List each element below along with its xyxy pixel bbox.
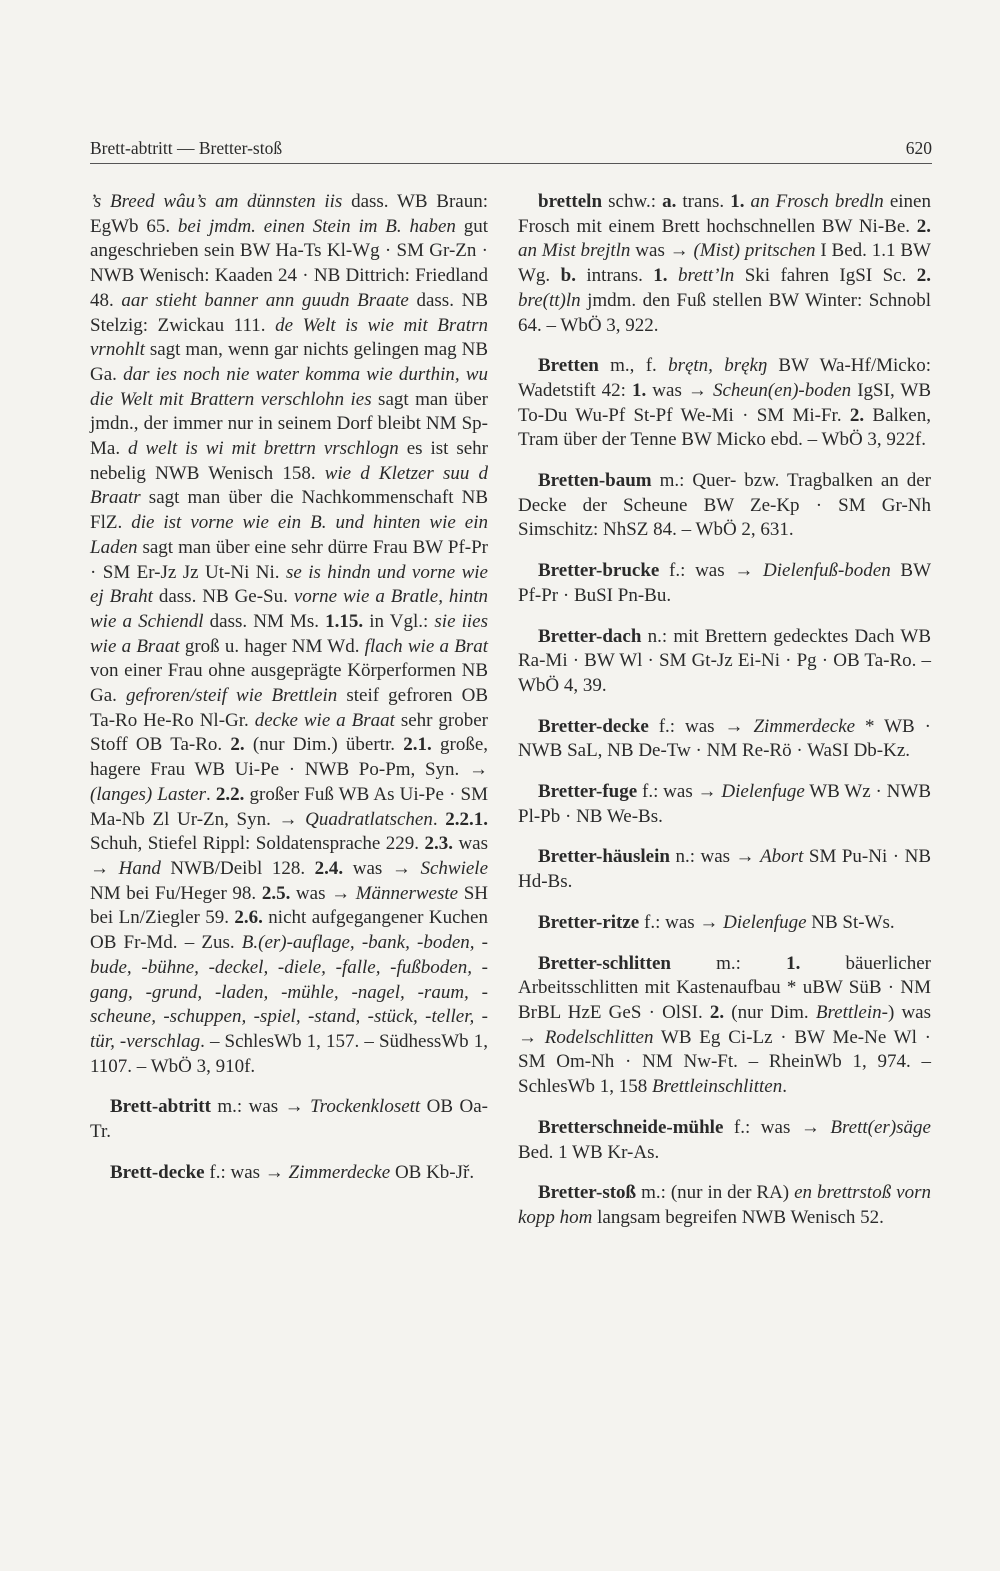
- entry-text: Bed. 1 WB Kr-As.: [518, 1141, 660, 1163]
- dictionary-entry: [90, 1161, 488, 1186]
- sense-number: 2.4.: [314, 857, 344, 879]
- italic-text: bei jmdm. einen Stein im B. haben: [177, 215, 456, 237]
- italic-text: (langes) Laster: [90, 783, 206, 805]
- italic-text: flach wie a Brat: [364, 635, 488, 657]
- italic-text: gefroren/steif wie Brettlein: [126, 685, 338, 707]
- entry-text: .: [205, 783, 216, 805]
- entry-text: gut angeschrieben sein BW Ha-Ts Kl-Wg · SM Gr-Zn · NWB Wenisch: Kaaden 24 · NB Dittrich: Friedland 48.: [90, 215, 488, 311]
- dictionary-entry: [518, 469, 931, 543]
- entry-text: schw.:: [602, 191, 663, 212]
- dictionary-entry: [518, 845, 931, 894]
- italic-text: Dielenfuge: [721, 781, 805, 803]
- entry-text: was →: [630, 240, 694, 262]
- dictionary-entry: [518, 1181, 931, 1230]
- sense-number: 1.: [730, 191, 745, 212]
- entry-text: sehr grober Stoff OB Ta-Ro.: [90, 709, 488, 756]
- entry-lemma: Bretter-fuge: [538, 781, 638, 803]
- entry-text: nicht aufgegangener Kuchen OB Fr-Md. – Zus.: [90, 907, 488, 954]
- entry-text: was →: [646, 379, 713, 401]
- dictionary-entry: [518, 780, 931, 829]
- entry-text: was →: [290, 882, 356, 904]
- entry-text: Balken, Tram über der Tenne BW Micko ebd. – WbÖ 3, 922f.: [518, 404, 931, 451]
- sense-number: 1.15.: [325, 610, 364, 632]
- italic-text: bre(tt)ln: [518, 289, 581, 311]
- entry-lemma: bretteln: [538, 191, 603, 212]
- italic-text: die ist vorne wie ein B. und hinten wie ein Laden: [90, 512, 488, 558]
- entry-lemma: Bretter-decke: [538, 715, 649, 737]
- entry-text: [668, 265, 678, 286]
- dictionary-entry: [518, 625, 931, 699]
- entry-text: f.: was →: [204, 1161, 289, 1183]
- entry-text: jmdm. den Fuß stellen BW Winter: Schnobl 64. – WbÖ 3, 922.: [518, 289, 931, 336]
- sense-number: 1.: [786, 952, 801, 974]
- italic-text: Trockenklosett: [310, 1096, 421, 1118]
- entry-text: BW Pf-Pr · BuSI Pn-Bu.: [518, 560, 931, 606]
- entry-text: große, hagere Frau WB Ui-Pe · NWB Po-Pm, Syn. →: [90, 734, 489, 781]
- entry-text: n.: was →: [669, 846, 761, 868]
- italic-text: brętn, brękŋ: [668, 355, 768, 377]
- italic-text: Hand: [118, 857, 161, 879]
- italic-text: Zimmerdecke: [753, 715, 856, 737]
- italic-text: decke wie a Braat: [254, 709, 395, 731]
- entry-text: sagt man über die Nachkommenschaft NB FlZ.: [90, 487, 488, 534]
- entry-lemma: Bretten-baum: [538, 470, 652, 492]
- entry-text: NM bei Fu/Heger 98.: [90, 882, 262, 904]
- entry-text: m.:: [670, 952, 787, 974]
- sense-number: 2.3.: [424, 833, 453, 855]
- sense-number: 2.1.: [403, 734, 432, 756]
- entry-text: .: [782, 1076, 787, 1098]
- sense-number: 2.: [230, 734, 245, 756]
- italic-text: en brettrstoß vorn kopp hom: [518, 1182, 931, 1228]
- italic-text: Brettlein-: [815, 1001, 888, 1023]
- dictionary-entry: [518, 952, 931, 1100]
- entry-text: m.: Quer- bzw. Tragbalken an der Decke der Scheune BW Ze-Kp · SM Gr-Nh Simschitz: NhSZ 84. – WbÖ 2, 631.: [518, 470, 931, 541]
- entry-text: f.: was →: [639, 911, 724, 933]
- italic-text: Quadratlatschen: [305, 808, 433, 830]
- entry-text: BW Wa-Hf/Micko: Wadetstift 42:: [518, 355, 931, 401]
- entry-text: IgSI, WB To-Du Wu-Pf St-Pf We-Mi · SM Mi-Fr.: [518, 379, 931, 426]
- sense-number: 2.: [916, 265, 932, 287]
- italic-text: Dielenfuß-boden: [763, 560, 891, 582]
- page-number: 620: [905, 138, 932, 158]
- entry-text: OB Kb-Jř.: [390, 1161, 475, 1183]
- entry-text: was →: [90, 833, 488, 879]
- entry-text: m.: was →: [210, 1096, 311, 1118]
- entry-text: groß u. hager NM Wd.: [179, 635, 365, 657]
- sense-number: 2.: [916, 215, 931, 237]
- dictionary-entry: [518, 911, 931, 936]
- italic-text: d welt is wi mit brettrn vrschlogn: [128, 438, 399, 460]
- dictionary-entry: [90, 1095, 488, 1144]
- dictionary-entry: [518, 354, 931, 453]
- italic-text: dar ies noch nie water komma wie durthin, wu die Welt mit Brattern verschlohn ies: [90, 363, 489, 410]
- entry-lemma: Bretten: [538, 355, 599, 377]
- entry-text: dass. WB Braun: EgWb 65.: [90, 191, 488, 237]
- sense-number: 2.6.: [234, 907, 263, 929]
- entry-text: (nur Dim.) übertr.: [244, 734, 404, 756]
- italic-text: Zimmerdecke: [288, 1161, 391, 1183]
- sense-number: a.: [662, 191, 677, 212]
- entry-text: SM Pu-Ni · NB Hd-Bs.: [518, 846, 931, 893]
- dictionary-entry: [518, 715, 931, 764]
- entry-text: dass. NM Ms.: [203, 610, 326, 632]
- italic-text: Rodelschlitten: [544, 1026, 654, 1048]
- entry-text: I Bed. 1.1 BW Wg.: [518, 240, 931, 287]
- entry-text: WB Wz · NWB Pl-Pb · NB We-Bs.: [518, 781, 931, 827]
- sense-number: 2.: [709, 1001, 725, 1023]
- italic-text: se is hindn und vorne wie ej Braht: [90, 561, 488, 608]
- entry-text: langsam begreifen NWB Wenisch 52.: [592, 1206, 884, 1228]
- dictionary-entry: [518, 559, 931, 608]
- entry-text: einen Frosch mit einem Brett hochschnellen BW Ni-Be.: [518, 191, 931, 237]
- entry-text: es ist sehr nebelig NWB Wenisch 158.: [90, 438, 489, 484]
- entry-text: f.: was →: [648, 715, 754, 737]
- sense-number: 2.2.1.: [445, 808, 488, 830]
- entry-lemma: Bretterschneide-mühle: [538, 1116, 724, 1138]
- entry-text: intrans.: [575, 265, 654, 287]
- entry-text: * WB · NWB SaL, NB De-Tw · NM Re-Rö · WaSI Db-Kz.: [518, 715, 931, 762]
- entry-lemma: Bretter-ritze: [538, 911, 640, 933]
- entry-text: NB St-Ws.: [806, 911, 895, 933]
- entry-lemma: Brett-abtritt: [110, 1096, 211, 1118]
- entry-text: (nur Dim.: [724, 1001, 816, 1023]
- entry-text: bäuerlicher Arbeitsschlitten mit Kastenaufbau * uBW SüB · NM BrBL HzE GeS · OlSI.: [518, 952, 931, 1023]
- entry-text: was →: [343, 857, 421, 879]
- italic-text: aar stieht banner ann guudn Braate: [121, 289, 409, 311]
- italic-text: Scheun(en)-boden: [712, 379, 852, 401]
- entry-text: f.: was →: [637, 781, 722, 803]
- entry-text: sagt man, wenn gar nichts gelingen mag NB Ga.: [90, 339, 488, 385]
- sense-number: 2.2.: [215, 783, 245, 805]
- left-entries: [90, 1095, 488, 1185]
- entry-text: trans.: [676, 191, 731, 212]
- entry-text: in Vgl.:: [363, 610, 435, 632]
- entry-lemma: Bretter-dach: [538, 625, 642, 647]
- dictionary-entry: [518, 1116, 931, 1165]
- italic-text: an Frosch bredln: [750, 191, 884, 212]
- running-title: Brett-abtritt — Bretter-stoß: [90, 138, 283, 158]
- entry-text: SH bei Ln/Ziegler 59.: [90, 882, 488, 929]
- entry-text: sagt man über jmdn., der immer nur in seinem Dorf bleibt NM Sp-Ma.: [90, 388, 488, 460]
- entry-text: WB Eg Ci-Lz · BW Me-Ne Wl · SM Om-Nh · NM Nw-Ft. – RheinWb 1, 974. – SchlesWb 1, 158: [518, 1026, 932, 1098]
- italic-text: de Welt is wie mit Bratrn vrnohlt: [90, 314, 488, 361]
- italic-text: Schwiele: [420, 857, 488, 879]
- italic-text: ’s Breed wâu’s am dünnsten iis: [90, 191, 343, 212]
- italic-text: an Mist brejtln: [518, 240, 631, 262]
- left-column: [90, 190, 488, 1201]
- entry-text: . – SchlesWb 1, 157. – SüdhessWb 1, 1107. – WbÖ 3, 910f.: [90, 1030, 488, 1077]
- entry-text: von einer Frau ohne ausgeprägte Körperformen NB Ga.: [90, 660, 488, 707]
- italic-text: Männerweste: [355, 882, 459, 904]
- italic-text: Brettleinschlitten: [652, 1076, 783, 1098]
- sense-number: 1.: [632, 379, 647, 401]
- dictionary-entry: [518, 190, 931, 338]
- italic-text: (Mist) pritschen: [693, 240, 816, 262]
- entry-text: .: [432, 808, 446, 830]
- entry-text: n.: mit Brettern gedecktes Dach WB Ra-Mi · BW Wl · SM Gt-Jz Ei-Ni · Pg · OB Ta-Ro. – WbÖ 4, 39.: [518, 625, 931, 696]
- sense-number: b.: [560, 265, 576, 287]
- entry-text: Schuh, Stiefel Rippl: Soldatensprache 229.: [90, 833, 425, 855]
- entry-text: m.: (nur in der RA): [636, 1182, 795, 1204]
- sense-number: 2.: [849, 404, 865, 426]
- entry-text: dass. NB Ge-Su.: [152, 586, 294, 608]
- entry-text: NWB/Deibl 128.: [160, 857, 315, 879]
- entry-text: dass. NB Stelzig: Zwickau 111.: [90, 289, 488, 336]
- entry-text: Ski fahren IgSI Sc.: [734, 265, 917, 287]
- page-header: [90, 131, 932, 164]
- entry-text: f.: was →: [659, 560, 764, 582]
- entry-text: OB Oa-Tr.: [90, 1096, 488, 1143]
- entry-lemma: Bretter-häuslein: [538, 846, 670, 868]
- entry-lemma: Bretter-schlitten: [538, 952, 671, 974]
- sense-number: 2.5.: [261, 882, 291, 904]
- italic-text: Abort: [760, 846, 804, 868]
- entry-text: großer Fuß WB As Ui-Pe · SM Ma-Nb Zl Ur-Zn, Syn. →: [90, 783, 489, 830]
- entry-text: m., f.: [598, 355, 669, 377]
- right-column: [518, 190, 931, 1247]
- entry-lemma: Brett-decke: [110, 1161, 205, 1183]
- italic-text: B.(er)-auflage, -bank, -boden, -bude, -bühne, -deckel, -diele, -falle, -fußboden, -gang, -grund, -laden, -mühle, -nagel, -raum, -scheune, -schuppen, -spiel, -stand, -stück, -teller, -tür, -verschlag: [90, 932, 488, 1052]
- entry-text: ) was →: [518, 1001, 931, 1048]
- sense-number: 1.: [653, 265, 668, 287]
- right-entries: [518, 190, 931, 1231]
- entry-lemma: Bretter-stoß: [538, 1182, 637, 1204]
- italic-text: Dielenfuge: [723, 911, 807, 933]
- italic-text: Brett(er)säge: [830, 1116, 931, 1138]
- italic-text: brett’ln: [677, 265, 735, 287]
- entry-text: steif gefroren OB Ta-Ro He-Ro Nl-Gr.: [90, 685, 488, 731]
- entry-lemma: Bretter-brucke: [538, 560, 660, 582]
- entry-text: f.: was →: [723, 1116, 831, 1138]
- entry-continuation: [90, 190, 488, 1079]
- italic-text: wie d Kletzer suu d Braatr: [90, 462, 488, 509]
- italic-text: sie iies wie a Braat: [90, 610, 488, 657]
- entry-text: sagt man über eine sehr dürre Frau BW Pf-Pr · SM Er-Jz Jz Ut-Ni Ni.: [90, 536, 488, 583]
- italic-text: vorne wie a Bratle, hintn wie a Schiendl: [90, 586, 488, 632]
